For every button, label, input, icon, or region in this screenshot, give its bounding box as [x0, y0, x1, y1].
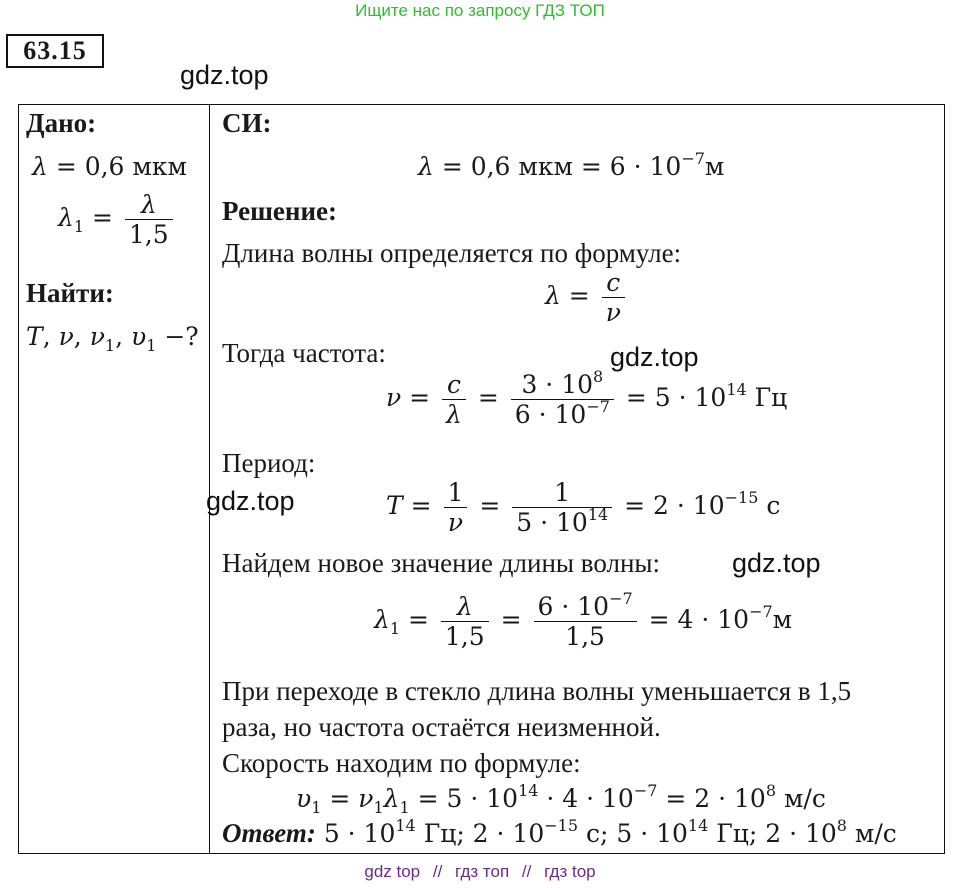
solution-line-6: раза, но частота остаётся неизменной.: [222, 712, 661, 742]
formula-lambda1: $\lambda_1$ = $\frac{\lambda}{1,5}$ = $\frac{6 \cdot 10^{-7}}{1,5}$ = $4 \cdot 10^{-7}м$: [374, 589, 793, 651]
solution-line-4: Найдем новое значение длины волны:: [222, 548, 661, 578]
si-title: СИ:: [222, 108, 272, 138]
answer-line: Ответ: $5 \cdot 10^{14}$ Гц; $2 \cdot 10^{-15}$ с; $5 \cdot 10^{14}$ Гц; $2 \cdot 10^8$ м/с: [222, 816, 897, 848]
problem-number: 63.15: [6, 34, 104, 68]
footer-link[interactable]: гдз top: [544, 862, 596, 881]
given-lambda: λ = 0,6 мкм: [32, 152, 187, 181]
watermark: gdz.top: [180, 60, 269, 90]
footer-link[interactable]: gdz top: [364, 862, 421, 881]
watermark: gdz.top: [206, 486, 295, 516]
formula-frequency: ν = $\frac{c}{\lambda}$ = $\frac{3 \cdot 10^8}{6 \cdot 10^{-7}}$ = $5 \cdot 10^{14}$ Гц: [386, 367, 788, 429]
table-divider: [209, 104, 210, 854]
solution-line-3: Период:: [222, 448, 316, 478]
footer: [0, 862, 960, 882]
given-lambda1: $\lambda_1$ = $\frac{\lambda}{1,5}$: [58, 190, 177, 249]
solution-title: Решение:: [222, 196, 337, 226]
find-title: Найти:: [26, 278, 114, 308]
answer-label: Ответ:: [222, 818, 316, 848]
solution-line-1: Длина волны определяется по формуле:: [222, 238, 682, 268]
formula-lambda: λ = $\frac{c}{\nu}$: [545, 268, 629, 327]
footer-separator: //: [521, 862, 532, 881]
formula-period: T = $\frac{1}{\nu}$ = $\frac{1}{5 \cdot 10^{14}}$ = $2 \cdot 10^{-15}$ с: [386, 478, 781, 537]
solution-line-5: При переходе в стекло длина волны уменьшается в 1,5: [222, 676, 852, 706]
si-conversion: λ = 0,6 мкм = $6 \cdot 10^{-7}м$: [418, 149, 725, 181]
footer-separator: //: [432, 862, 443, 881]
watermark: gdz.top: [610, 342, 699, 372]
solution-line-2: Тогда частота:: [222, 338, 386, 368]
given-title: Дано:: [26, 108, 97, 138]
footer-link[interactable]: гдз топ: [455, 862, 510, 881]
top-banner: Ищите нас по запросу ГДЗ ТОП: [355, 1, 605, 20]
solution-line-7: Скорость находим по формуле:: [222, 748, 581, 778]
find-list: T, ν, $\nu_1$, $\upsilon_1$ −?: [26, 322, 199, 355]
watermark: gdz.top: [732, 548, 821, 578]
formula-speed: $\upsilon_1 = \nu_1\lambda_1 = 5 \cdot 10^{14} \cdot 4 \cdot 10^{-7} = 2 \cdot 10^8$ м/с: [296, 781, 826, 817]
